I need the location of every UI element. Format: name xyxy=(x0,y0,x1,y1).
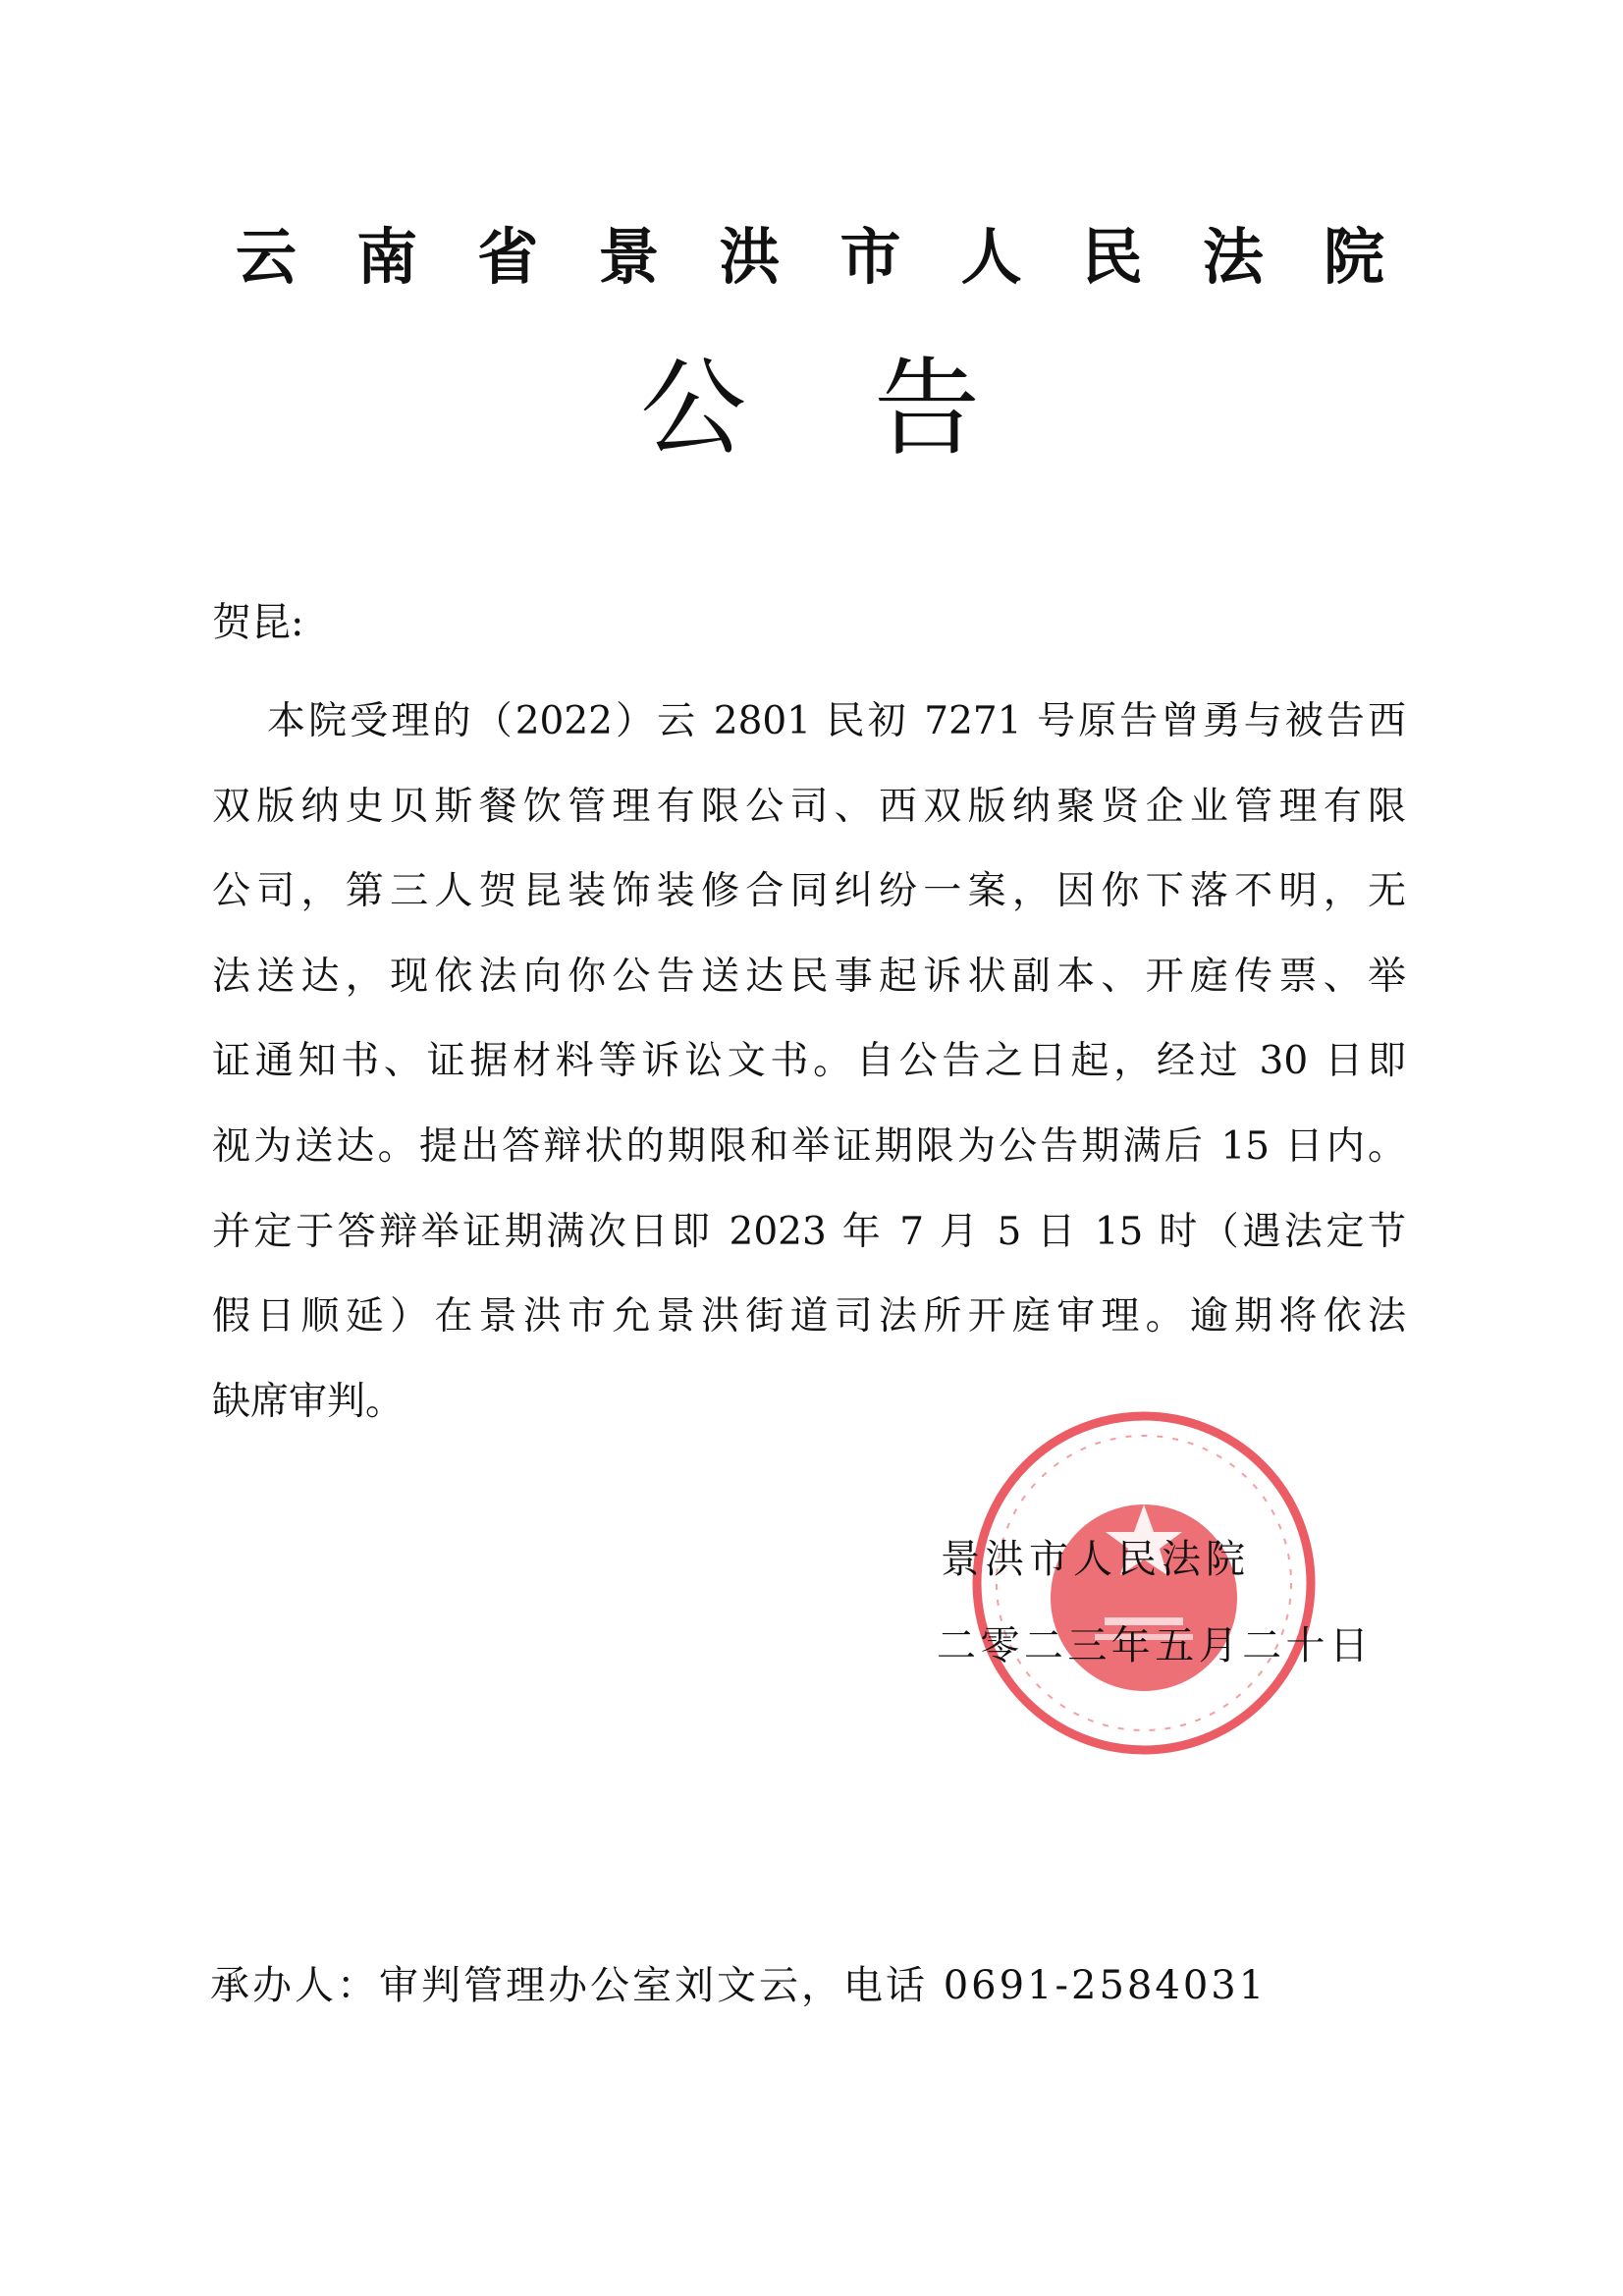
heading-char: 景 xyxy=(598,221,660,293)
body-line: 缺席审判。 xyxy=(212,1379,405,1424)
heading-char: 法 xyxy=(1202,221,1264,293)
body-line: 双版纳史贝斯餐饮管理有限公司、西双版纳聚贤企业管理有限 xyxy=(212,784,1406,829)
body-line: 假日顺延）在景洪市允景洪街道司法所开庭审理。逾期将依法 xyxy=(212,1294,1406,1339)
heading-char: 民 xyxy=(1081,221,1143,293)
title-char: 告 xyxy=(873,348,980,470)
heading-char: 院 xyxy=(1323,221,1384,293)
heading-char: 市 xyxy=(839,221,901,293)
body-line: 证通知书、证据材料等诉讼文书。自公告之日起，经过 30 日即 xyxy=(212,1039,1406,1084)
addressee: 贺昆: xyxy=(212,600,304,645)
heading-char: 云 xyxy=(236,221,298,293)
heading-char: 人 xyxy=(960,221,1022,293)
body-line: 并定于答辩举证期满次日即 2023 年 7 月 5 日 15 时（遇法定节 xyxy=(212,1209,1406,1254)
heading-char: 南 xyxy=(356,221,418,293)
title-char: 公 xyxy=(640,348,747,470)
body-line: 本院受理的（2022）云 2801 民初 7271 号原告曾勇与被告西 xyxy=(267,699,1406,743)
notice-body xyxy=(212,680,1406,1445)
contact-info: 承办人：审判管理办公室刘文云，电话 0691-2584031 xyxy=(210,1963,1268,2008)
court-name-heading xyxy=(236,218,1384,297)
issue-date: 二零二三年五月二十日 xyxy=(937,1623,1369,1668)
issuing-court: 景洪市人民法院 xyxy=(941,1537,1245,1582)
heading-char: 省 xyxy=(477,221,539,293)
body-line: 法送达，现依法向你公告送达民事起诉状副本、开庭传票、举 xyxy=(212,954,1406,999)
body-line: 视为送达。提出答辩状的期限和举证期限为公告期满后 15 日内。 xyxy=(212,1123,1406,1169)
heading-char: 洪 xyxy=(719,221,781,293)
document-title xyxy=(640,346,980,473)
body-line: 公司，第三人贺昆装饰装修合同纠纷一案，因你下落不明，无 xyxy=(212,869,1406,914)
